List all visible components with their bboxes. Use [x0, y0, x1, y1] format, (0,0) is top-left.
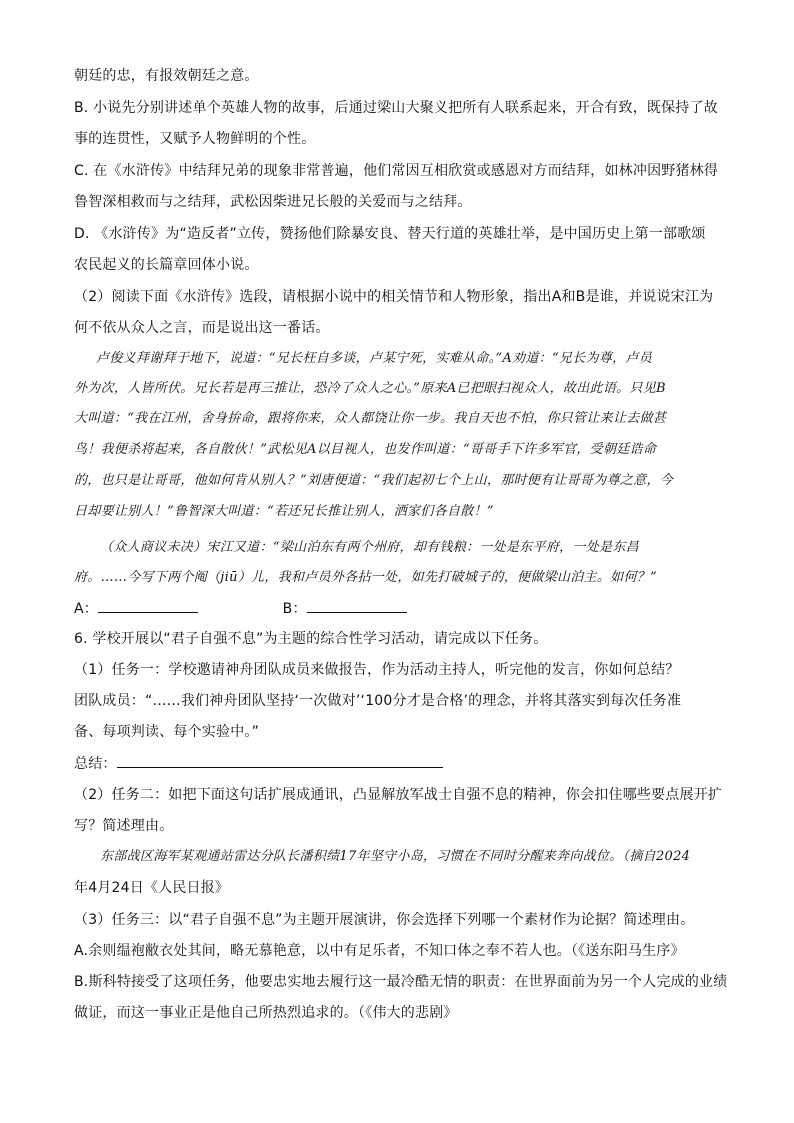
excerpt-line: 日却要让别人！”鲁智深大叫道：“若还兄长推让别人，洒家们各自散！”: [74, 504, 494, 519]
option-c-line-1: C. 在《水浒传》中结拜兄弟的现象非常普遍，他们常因互相欣赏或感恩对方而结拜，如林冲因野猪林得: [74, 163, 719, 179]
option-b-line-1: B. 小说先分别讲述单个英雄人物的故事，后通过梁山大聚义把所有人联系起来，开合有致，既保持了故: [74, 100, 718, 116]
team-member-quote-2: 备、每项判读、每个实验中。”: [74, 724, 260, 740]
material-a: A.余则缊袍敝衣处其间，略无慕艳意，以中有足乐者，不知口体之奉不若人也。（《送东阳马生序》: [74, 943, 685, 959]
task-1-prompt: （1）任务一：学校邀请神舟团队成员来做报告，作为活动主持人，听完他的发言，你如何总结？: [74, 662, 680, 678]
summary-blank[interactable]: [117, 753, 443, 768]
excerpt-line: 鸟！我便杀将起来，各自散伙！”武松见A以目视人，也发作叫道：“哥哥手下许多军官，受朝廷诰命: [74, 442, 657, 457]
news-excerpt-line-2: 年4月24日《人民日报》: [74, 880, 230, 896]
answer-b-label: B：: [282, 601, 307, 617]
answer-row: [74, 598, 720, 619]
excerpt-line: 卢俊义拜谢拜于地下，说道：“兄长枉自多谈，卢某宁死，实难从命。”A劝道：“兄长为尊，卢员: [96, 351, 653, 366]
task-3-prompt: （3）任务三：以“君子自强不息”为主题开展演讲，你会选择下列哪一个素材作为论据？简述理由。: [74, 912, 695, 928]
excerpt-line: 大叫道：“我在江州，舍身拚命，跟将你来，众人都饶让你一步。我自天也不怕，你只管让来让去做甚: [74, 411, 667, 426]
material-b-line-1: B.斯科特接受了这项任务，他要忠实地去履行这一最冷酷无情的职责：在世界面前为另一个人完成的业绩: [74, 974, 728, 990]
option-d-line-1: D. 《水浒传》为“造反者”立传，赞扬他们除暴安良、替天行道的英雄壮举，是中国历史上第一部歌颂: [74, 226, 706, 242]
team-member-quote-1: 团队成员：“……我们神舟团队坚持‘一次做对’‘100分才是合格’的理念，并将其落实到每次任务准: [74, 693, 682, 709]
question-2-line-1: （2）阅读下面《水浒传》选段，请根据小说中的相关情节和人物形象，指出A和B是谁，并说说宋江为: [74, 289, 714, 305]
excerpt-line: 的，也只是让哥哥，他如何肯从别人？”刘唐便道：“我们起初七个上山，那时便有让哥哥为尊之意，今: [74, 473, 674, 488]
task-2-line-1: （2）任务二：如把下面这句话扩展成通讯，凸显解放军战士自强不息的精神，你会扣住哪些要点展开扩: [74, 787, 723, 803]
excerpt-line: 外为次，人皆所伏。兄长若是再三推让，恐冷了众人之心。”原来A已把眼扫视众人，故出此语。只见B: [74, 381, 666, 396]
option-c-line-2: 鲁智深相救而与之结拜，武松因柴进兄长般的关爱而与之结拜。: [74, 194, 472, 210]
option-d-line-2: 农民起义的长篇章回体小说。: [74, 257, 259, 273]
answer-a-blank[interactable]: [98, 598, 198, 613]
summary-row: [74, 753, 720, 774]
task-2-line-2: 写？简述理由。: [74, 818, 174, 834]
option-b-line-2: 事的连贯性，又赋予人物鲜明的个性。: [74, 131, 316, 147]
question-6-title: 6. 学校开展以“君子自强不息”为主题的综合性学习活动，请完成以下任务。: [74, 631, 548, 647]
material-b-line-2: 做证，而这一事业正是他自己所热烈追求的。（《伟大的悲剧》: [74, 1005, 458, 1021]
answer-b-blank[interactable]: [307, 598, 407, 613]
excerpt-line: 府。……今写下两个阄（jiū）儿，我和卢员外各拈一处，如先打破城子的，便做梁山泊主。如何？”: [74, 570, 658, 585]
answer-a-label: A：: [74, 601, 98, 617]
summary-label: 总结：: [74, 756, 117, 772]
news-excerpt-line-1: 东部战区海军某观通站雷达分队长潘积绩17年坚守小岛，习惯在不同时分醒来奔向战位。（摘自2024: [100, 849, 691, 864]
excerpt-line: （众人商议未决）宋江又道：“梁山泊东有两个州府，却有钱粮：一处是东平府，一处是东昌: [100, 540, 639, 555]
question-2-line-2: 何不依从众人之言，而是说出这一番话。: [74, 320, 330, 336]
text-line: 朝廷的忠，有报效朝廷之意。: [74, 68, 259, 84]
